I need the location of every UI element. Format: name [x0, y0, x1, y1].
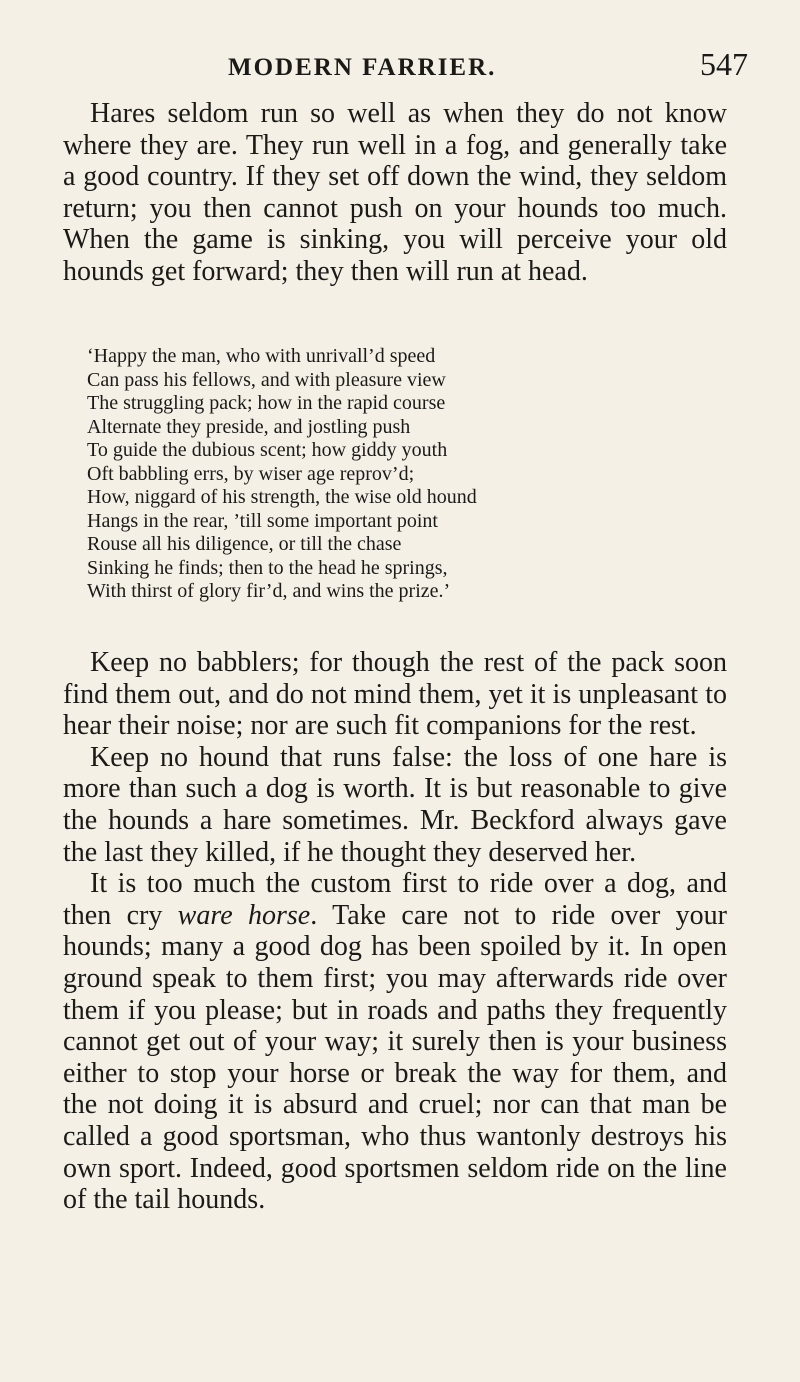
verse-line: To guide the dubious scent; how giddy youth	[87, 439, 448, 461]
paragraph-4	[63, 868, 727, 1216]
paragraph-4-end: . Take care not to ride over your hounds; many a good dog has been spoiled by it. In open ground speak to them first; you may afterwards ride over them if you please; but in roads and paths they frequently cannot get out of your way; it surely then is your business either to stop your horse or break the way for them, and the not doing it is absurd and cruel; nor can that man be called a good sportsman, who thus wantonly destroys his own sport. Indeed, good sportsmen seldom ride on the line of the tail hounds.	[63, 899, 727, 1216]
verse-line: With thirst of glory fir’d, and wins the prize.’	[87, 580, 451, 602]
verse-line: Alternate they preside, and jostling push	[87, 415, 411, 438]
verse-line: Oft babbling errs, by wiser age reprov’d;	[87, 462, 415, 485]
verse-quotation	[87, 345, 727, 604]
paragraphs-advice	[63, 647, 727, 1216]
verse-line: The struggling pack; how in the rapid course	[87, 392, 446, 414]
page-header	[228, 46, 748, 86]
paragraph-hares	[63, 98, 727, 288]
verse-line: Rouse all his diligence, or till the chase	[87, 533, 402, 555]
paragraph-3: Keep no hound that runs false: the loss of one hare is more than such a dog is worth. It is but reasonable to give the hounds a hare sometimes. Mr. Beckford always gave the last they killed, if he thought they deserved her.	[63, 741, 727, 868]
paragraph-4-start: It is too much the custom first to ride over a dog, and then cry	[63, 868, 727, 931]
verse-line: How, niggard of his strength, the wise old hound	[87, 486, 477, 508]
verse-line: Can pass his fellows, and with pleasure view	[87, 368, 446, 391]
verse-line: Hangs in the rear, ’till some important point	[87, 509, 438, 532]
verse-line: ‘Happy the man, who with unrivall’d speed	[87, 345, 436, 367]
paragraph-2: Keep no babblers; for though the rest of the pack soon find them out, and do not mind them, yet it is unpleasant to hear their noise; nor are such fit companions for the rest.	[63, 647, 727, 742]
paragraph-1: Hares seldom run so well as when they do not know where they are. They run well in a fog, and generally take a good country. If they set off down the wind, they seldom return; you then cannot push on your hounds too much. When the game is sinking, you will perceive your old hounds get forward; they then will run at head.	[63, 98, 727, 287]
paragraph-4-italic: ware horse	[177, 899, 311, 931]
verse-line: Sinking he finds; then to the head he springs,	[87, 556, 448, 579]
page-number: 547	[700, 46, 748, 82]
running-head: MODERN FARRIER.	[228, 54, 497, 81]
